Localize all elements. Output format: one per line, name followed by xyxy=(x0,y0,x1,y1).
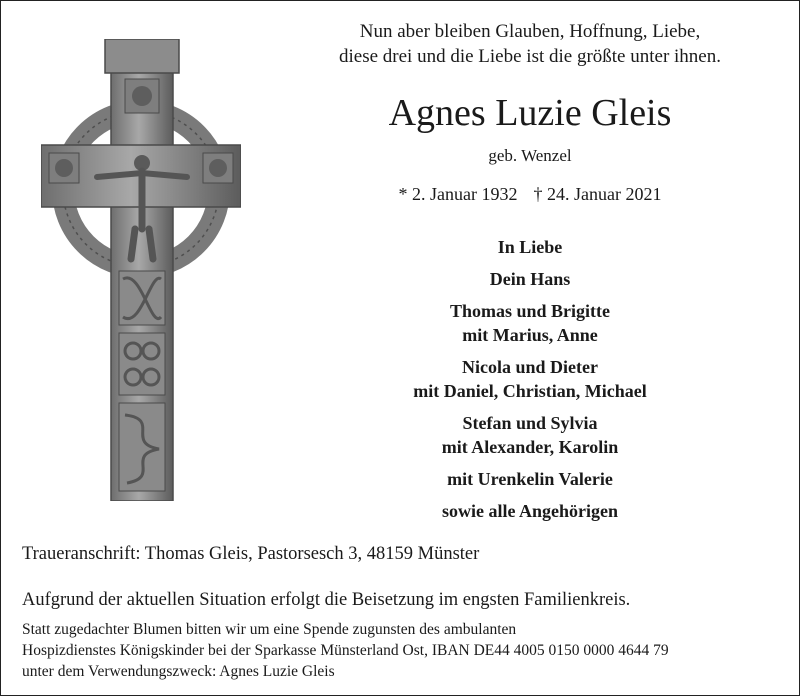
donation-line-2: Hospizdienstes Königskinder bei der Sparkasse Münsterland Ost, IBAN DE44 4005 0150 0000 4644 79 xyxy=(22,642,669,659)
mourner-line: Nicola und Dieter xyxy=(462,357,598,377)
bible-verse xyxy=(301,19,759,69)
maiden-name: geb. Wenzel xyxy=(488,146,572,165)
mourner-line: Dein Hans xyxy=(489,269,571,289)
burial-notice: Aufgrund der aktuellen Situation erfolgt die Beisetzung im engsten Familienkreis. xyxy=(22,590,631,610)
donation-line-3: unter dem Verwendungszweck: Agnes Luzie Gleis xyxy=(22,663,335,680)
mourner-group xyxy=(301,299,759,347)
mourner-line: mit Urenkelin Valerie xyxy=(447,469,613,489)
mourner-group xyxy=(301,267,759,291)
mourner-line: mit Alexander, Karolin xyxy=(441,437,619,457)
verse-line-1: Nun aber bleiben Glauben, Hoffnung, Liebe, xyxy=(359,21,701,42)
mourner-line: Thomas und Brigitte xyxy=(449,301,611,321)
donation-line-1: Statt zugedachter Blumen bitten wir um eine Spende zugunsten des ambulanten xyxy=(22,621,517,638)
mourner-group xyxy=(301,467,759,491)
celtic-cross-icon xyxy=(41,39,241,501)
mourner-group xyxy=(301,355,759,403)
verse-line-2: diese drei und die Liebe ist die größte unter ihnen. xyxy=(339,46,721,67)
mourner-line: In Liebe xyxy=(497,237,563,257)
life-dates xyxy=(301,182,759,206)
mourner-line: sowie alle Angehörigen xyxy=(442,501,618,521)
mourner-group xyxy=(301,499,759,523)
mourner-line: Stefan und Sylvia xyxy=(462,413,598,433)
death-date: † 24. Januar 2021 xyxy=(533,184,662,204)
mourners-list xyxy=(301,235,759,531)
deceased-name: Agnes Luzie Gleis xyxy=(388,92,672,134)
birth-date: * 2. Januar 1932 xyxy=(398,184,518,204)
donation-request xyxy=(22,619,792,682)
mourning-address: Traueranschrift: Thomas Gleis, Pastorsesch 3, 48159 Münster xyxy=(22,544,480,564)
mourner-line: mit Daniel, Christian, Michael xyxy=(413,381,647,401)
mourner-line: mit Marius, Anne xyxy=(462,325,598,345)
mourner-group xyxy=(301,235,759,259)
mourner-group xyxy=(301,411,759,459)
